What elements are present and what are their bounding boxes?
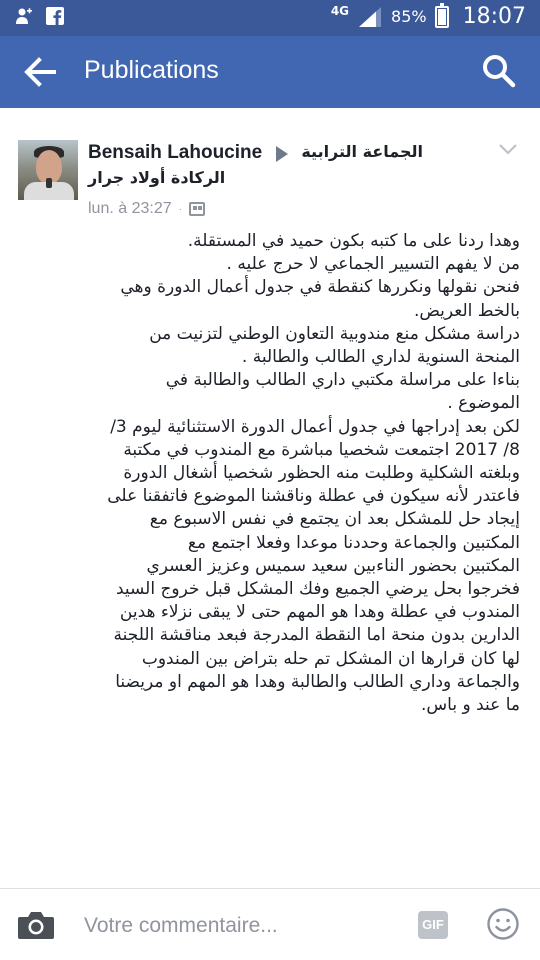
privacy-group-icon: [189, 202, 205, 216]
camera-button[interactable]: [16, 909, 56, 941]
camera-icon: [16, 909, 56, 941]
post-body-line: 8/ 2017 اجتمعت شخصيا مباشرة مع المندوب في مكتبة: [123, 439, 520, 460]
post-body-line: المكتبين والجماعة وحددنا موعدا وفعلا اجتمع مع: [187, 532, 520, 553]
post-timestamp[interactable]: lun. à 23:27: [88, 200, 172, 217]
group-name-line2[interactable]: الركادة أولاد جرار: [88, 168, 226, 187]
person-add-icon: [14, 7, 32, 25]
post-body-line: دراسة مشكل منع مندوبية التعاون الوطني لتزنيت من: [149, 323, 520, 344]
post-body-line: والجماعة وداري الطالب والطالبة وهدا هو المهم او مريضنا: [115, 671, 520, 692]
post-body-line: بناءا على مراسلة مكتبي داري الطالب والطالبة في: [165, 370, 520, 391]
author-name[interactable]: Bensaih Lahoucine: [88, 142, 263, 163]
emoji-button[interactable]: [486, 907, 520, 941]
post-body-line: لها كان قرارها ان المشكل تم حله بتراض بين المندوب: [141, 648, 520, 669]
search-button[interactable]: [480, 52, 518, 90]
battery-percent: 85%: [391, 7, 427, 26]
post-body-line: ما عند و باس.: [421, 695, 520, 716]
network-4g-icon: 4G: [330, 3, 350, 18]
gif-icon[interactable]: GIF: [418, 911, 448, 939]
post-body-line: إيجاد حل للمشكل بعد ان يجتمع في نفس الاسبوع مع: [149, 509, 520, 530]
post-body-line: وبلغته الشكلية وطلبت منه الحظور شخصيا أشغال الدورة: [123, 463, 520, 484]
post-body-line: فنحن نقولها ونكررها كنقطة في جدول أعمال الدورة وهي: [120, 277, 520, 298]
comment-input[interactable]: [84, 911, 404, 941]
search-icon: [480, 52, 518, 90]
post-header: [88, 142, 448, 168]
post-body-line: بالخط العريض.: [413, 300, 520, 321]
battery-icon: [435, 6, 449, 28]
back-arrow-icon: [22, 54, 62, 90]
post-body: [20, 230, 520, 717]
group-name-line1[interactable]: الجماعة الترابية: [301, 142, 423, 161]
post-body-line: المنحة السنوية لداري الطالب والطالبة .: [241, 347, 520, 368]
app-bar: [0, 36, 540, 108]
post-body-line: لكن بعد إدراجها في جدول أعمال الدورة الاستثنائية ليوم 3/: [110, 416, 520, 437]
post-body-line: وهدا ردنا على ما كتبه بكون حميد في المستقلة.: [187, 231, 520, 251]
post-card: [0, 108, 540, 890]
status-time: 18:07: [462, 4, 526, 29]
page-title: Publications: [84, 56, 219, 84]
post-body-line: الدارين بدون منحة اما النقطة المدرجة فبعد مناقشة اللجنة: [113, 625, 520, 646]
post-body-line: فخرجوا بحل يرضي الجميع وفك المشكل قبل خروج السيد: [115, 579, 520, 600]
post-body-line: من لا يفهم التسيير الجماعي لا حرج عليه .: [226, 254, 520, 275]
post-body-line: الموضوع .: [447, 393, 520, 414]
post-body-line: المندوب في عطلة وهدا هو المهم حتى لا يبقى نزلاء هدين: [119, 602, 520, 623]
meta-separator: ·: [178, 203, 182, 215]
emoji-icon: [486, 907, 520, 941]
chevron-down-icon[interactable]: [498, 142, 518, 156]
shared-to-arrow-icon: [276, 146, 288, 162]
post-body-line: فاعتدر لأنه سيكون في عطلة وناقشنا الموضوع فاتفقنا على: [107, 486, 520, 507]
battery-level: [438, 9, 446, 24]
post-body-line: المكتبين بحضور الناءبين سعيد سميس وعزيز العسري: [146, 555, 520, 576]
status-bar: [0, 0, 540, 36]
comment-bar: [0, 889, 540, 960]
avatar[interactable]: [18, 140, 78, 200]
facebook-icon: [46, 7, 64, 25]
signal-icon: [357, 5, 383, 29]
back-button[interactable]: [22, 54, 62, 90]
post-meta: [88, 200, 205, 218]
